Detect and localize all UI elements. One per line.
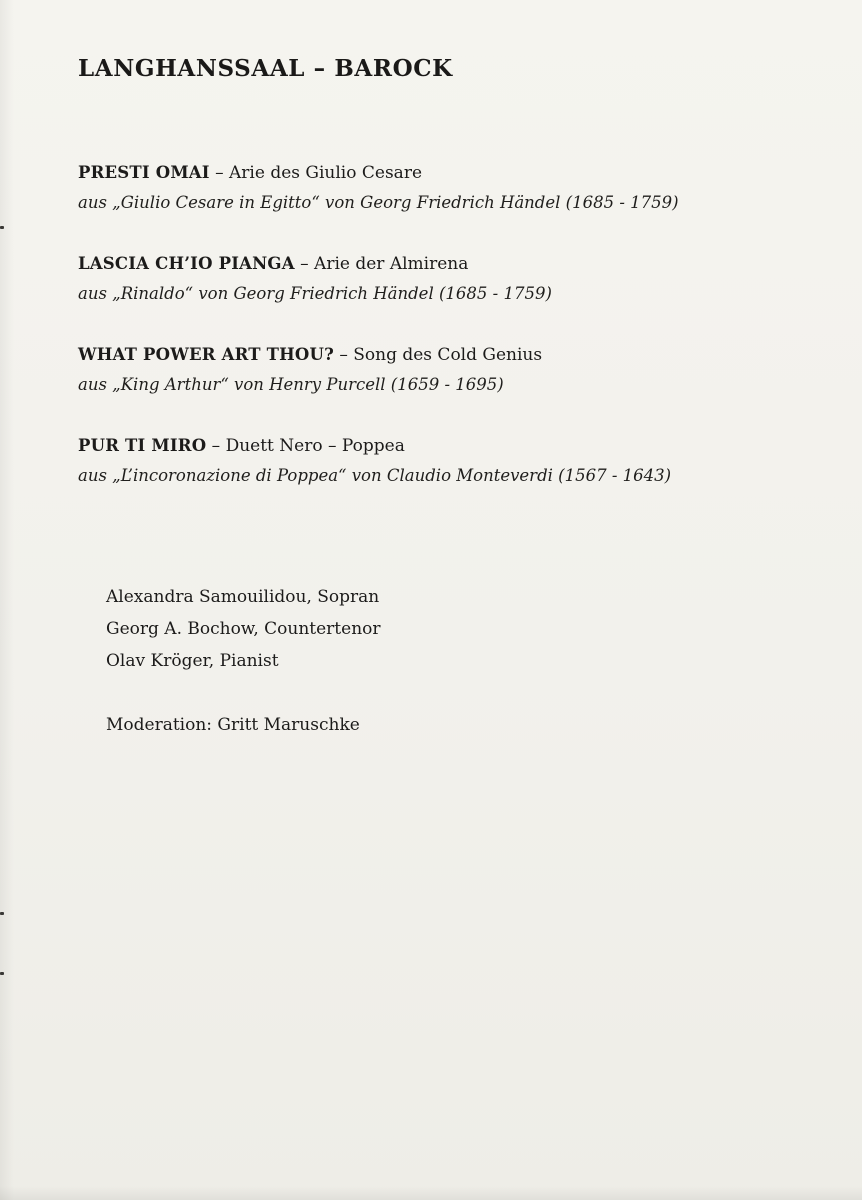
moderation-credit: Moderation: Gritt Maruschke xyxy=(106,715,360,735)
piece-description: Arie des Giulio Cesare xyxy=(229,163,422,183)
piece-separator: – xyxy=(206,436,226,456)
performer-line: Olav Kröger, Pianist xyxy=(106,651,279,671)
piece-separator: – xyxy=(209,163,230,183)
piece-title: PUR TI MIRO xyxy=(78,436,207,455)
page-edge-mark xyxy=(0,912,4,915)
program-item xyxy=(78,249,818,309)
piece-title: LASCIA CH’IO PIANGA xyxy=(78,254,295,273)
performers-list xyxy=(106,581,381,677)
piece-separator: – xyxy=(294,254,315,274)
piece-source: aus „Rinaldo“ von Georg Friedrich Händel (1685 - 1759) xyxy=(78,284,552,303)
page-edge-mark xyxy=(0,972,4,975)
performer-line: Alexandra Samouilidou, Sopran xyxy=(106,587,380,607)
page-edge-mark xyxy=(0,226,4,229)
program-item-heading xyxy=(78,340,818,370)
program-item-heading xyxy=(78,158,818,188)
piece-description: Arie der Almirena xyxy=(314,254,469,274)
piece-title: WHAT POWER ART THOU? xyxy=(78,345,334,364)
program-list xyxy=(78,158,818,522)
program-item xyxy=(78,340,818,400)
performer-line: Georg A. Bochow, Countertenor xyxy=(106,619,381,639)
page-edge-shadow xyxy=(0,0,14,1200)
program-item xyxy=(78,158,818,218)
page-title: LANGHANSSAAL – BAROCK xyxy=(78,55,453,82)
piece-title: PRESTI OMAI xyxy=(78,163,210,182)
piece-source: aus „L’incoronazione di Poppea“ von Claudio Monteverdi (1567 - 1643) xyxy=(78,466,672,485)
page-bottom-shadow xyxy=(0,1186,862,1200)
piece-source: aus „Giulio Cesare in Egitto“ von Georg Friedrich Händel (1685 - 1759) xyxy=(78,193,679,212)
piece-description: Song des Cold Genius xyxy=(353,345,543,365)
piece-description: Duett Nero – Poppea xyxy=(225,436,405,456)
piece-separator: – xyxy=(333,345,354,365)
program-item-heading xyxy=(78,431,818,461)
program-item-heading xyxy=(78,249,818,279)
piece-source: aus „King Arthur“ von Henry Purcell (1659 - 1695) xyxy=(78,375,504,394)
program-item xyxy=(78,431,818,491)
